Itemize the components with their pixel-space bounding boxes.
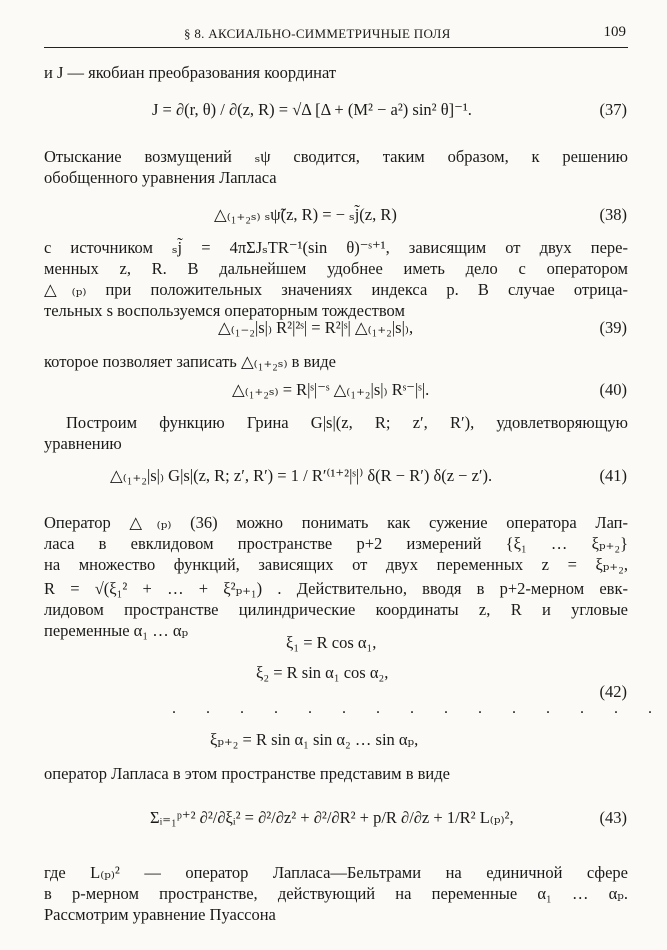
equation-42-line-3: ξₚ₊₂ = R sin α₁ sin α₂ … sin αₚ,: [210, 730, 419, 749]
equation-40-label: (40): [599, 380, 627, 399]
equation-41-label: (41): [599, 466, 627, 485]
page-number: 109: [603, 24, 626, 40]
paragraph-5-line-2: ласа в евклидовом пространстве p+2 измерений {ξ₁ … ξₚ₊₂}: [44, 534, 628, 553]
equation-39: △₍₁₋₂|s|₎ R²|²ˢ| = R²|ˢ| △₍₁₊₂|s|₎,: [218, 318, 414, 337]
equation-38-label: (38): [599, 205, 627, 224]
equation-40: △₍₁₊₂ₛ₎ = R|ˢ|⁻ˢ △₍₁₊₂|s|₎ Rˢ⁻|ˢ|.: [232, 380, 430, 399]
paragraph-2-line-4: тельных s воспользуемся операторным тождеством: [44, 301, 405, 320]
header-rule: [44, 47, 628, 48]
equation-39-label: (39): [599, 318, 627, 337]
paragraph-4-line-1: Построим функцию Грина G|s|(z, R; z′, R′), удовлетворяющую: [66, 413, 628, 432]
running-header: [44, 24, 628, 46]
paragraph-2-line-3: △₍ₚ₎ при положительных значениях индекса p. В случае отрица-: [44, 280, 628, 299]
equation-41: △₍₁₊₂|s|₎ G|s|(z, R; z′, R′) = 1 / R′⁽¹⁺²|ˢ|⁾ δ(R − R′) δ(z − z′).: [110, 466, 493, 485]
intro-line: и J — якобиан преобразования координат: [44, 63, 337, 82]
paragraph-2-line-1: с источником ₛj̃ = 4πΣJₛTR⁻¹(sin θ)⁻ˢ⁺¹, зависящим от двух пере-: [44, 238, 628, 257]
paragraph-7-line-3: Рассмотрим уравнение Пуассона: [44, 905, 276, 924]
paragraph-6: оператор Лапласа в этом пространстве представим в виде: [44, 764, 450, 783]
paragraph-1-line-2: обобщенного уравнения Лапласа: [44, 168, 277, 187]
paragraph-5-line-1: Оператор △₍ₚ₎ (36) можно понимать как сужение оператора Лап-: [44, 513, 628, 532]
paragraph-5-line-3: на множество функций, зависящих от двух переменных z = ξₚ₊₂,: [44, 555, 628, 574]
equation-42-ellipsis: . . . . . . . . . . . . . . .: [172, 700, 665, 717]
paragraph-1-line-1: Отыскание возмущений ₛψ сводится, таким образом, к решению: [44, 147, 628, 166]
equation-42-line-1: ξ₁ = R cos α₁,: [286, 633, 377, 652]
paragraph-7-line-2: в p-мерном пространстве, действующий на переменные α₁ … αₚ.: [44, 884, 628, 903]
equation-43-label: (43): [599, 808, 627, 827]
equation-42-label: (42): [599, 682, 627, 701]
section-title: § 8. АКСИАЛЬНО-СИММЕТРИЧНЫЕ ПОЛЯ: [184, 26, 451, 41]
paragraph-3: которое позволяет записать △₍₁₊₂ₛ₎ в виде: [44, 352, 336, 371]
equation-37-label: (37): [599, 100, 627, 119]
paragraph-4-line-2: уравнению: [44, 434, 122, 453]
paragraph-5-line-5: лидовом пространстве цилиндрические координаты z, R и угловые: [44, 600, 628, 619]
equation-38: △₍₁₊₂ₛ₎ ₛψ̃(z, R) = − ₛj̃(z, R): [214, 205, 397, 224]
paragraph-7-line-1: где L₍ₚ₎² — оператор Лапласа—Бельтрами на единичной сфере: [44, 863, 628, 882]
paragraph-2-line-2: менных z, R. В дальнейшем удобнее иметь дело с оператором: [44, 259, 628, 278]
equation-42-line-2: ξ₂ = R sin α₁ cos α₂,: [256, 663, 389, 682]
equation-43: Σᵢ₌₁ᵖ⁺² ∂²/∂ξᵢ² = ∂²/∂z² + ∂²/∂R² + p/R ∂/∂z + 1/R² L₍ₚ₎²,: [150, 808, 514, 827]
paragraph-5-line-4: R = √(ξ₁² + … + ξ²ₚ₊₁) . Действительно, вводя в p+2-мерном евк-: [44, 579, 628, 598]
equation-37: J = ∂(r, θ) / ∂(z, R) = √Δ [Δ + (M² − a²) sin² θ]⁻¹.: [152, 100, 472, 119]
paragraph-5-line-6: переменные α₁ … αₚ: [44, 621, 189, 640]
